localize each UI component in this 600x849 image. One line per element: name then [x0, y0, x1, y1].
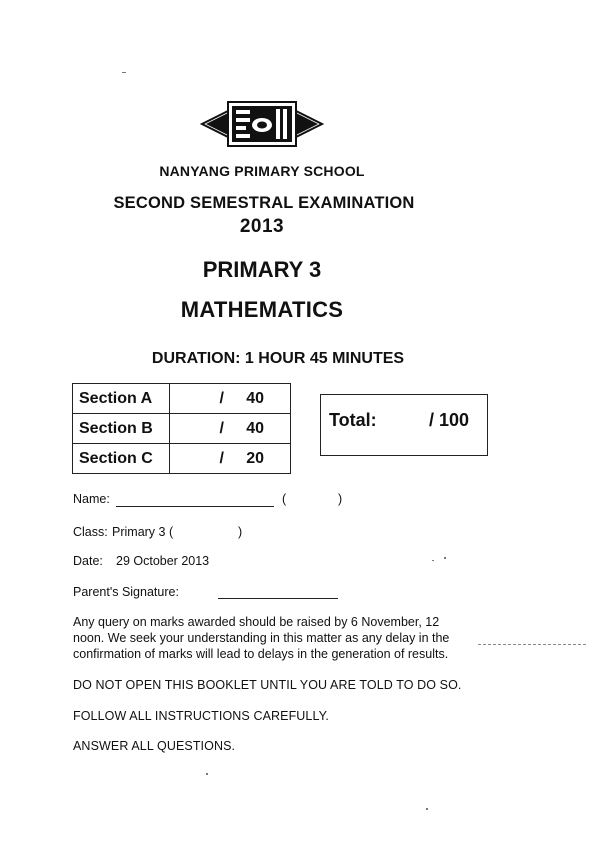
total-value: / 100: [429, 410, 470, 430]
instruction-answer-all: ANSWER ALL QUESTIONS.: [73, 739, 236, 753]
section-mark: [170, 414, 291, 444]
school-logo-icon: [200, 98, 324, 150]
exam-year: 2013: [239, 216, 285, 237]
notice-line: noon. We seek your understanding in this matter as any delay in the: [73, 631, 450, 645]
total-label: Total:: [329, 410, 377, 430]
section-row: [73, 444, 291, 474]
notice-line: confirmation of marks will lead to delays in the generation of results.: [73, 647, 449, 661]
date-label: Date:: [73, 554, 103, 568]
instruction-do-not-open: DO NOT OPEN THIS BOOKLET UNTIL YOU ARE TOLD TO DO SO.: [73, 678, 462, 692]
exam-title: SECOND SEMESTRAL EXAMINATION: [113, 194, 415, 212]
section-marks-table: [72, 383, 291, 474]
scan-speck: [206, 773, 208, 775]
mark-slash: /: [219, 449, 224, 467]
school-name: NANYANG PRIMARY SCHOOL: [159, 163, 365, 179]
section-name: Section A: [73, 384, 170, 414]
name-input-line[interactable]: [116, 506, 274, 507]
signature-input-line[interactable]: [218, 598, 338, 599]
name-paren-close: ): [338, 492, 343, 506]
section-name: Section C: [73, 444, 170, 474]
section-mark: [170, 384, 291, 414]
signature-label: Parent's Signature:: [73, 585, 179, 599]
section-mark: [170, 444, 291, 474]
section-row: [73, 384, 291, 414]
instruction-follow-carefully: FOLLOW ALL INSTRUCTIONS CAREFULLY.: [73, 709, 330, 723]
exam-subject: MATHEMATICS: [180, 297, 344, 322]
name-label: Name:: [73, 492, 110, 506]
scan-speck: [426, 808, 428, 810]
section-max-mark: 40: [246, 389, 264, 407]
scan-artifact-line: [478, 644, 586, 645]
date-value: 29 October 2013: [116, 554, 210, 568]
class-paren-close: ): [238, 525, 243, 539]
total-marks-box: [320, 394, 488, 456]
scan-speck: [432, 560, 434, 561]
class-label: Class:: [73, 525, 108, 539]
exam-duration: DURATION: 1 HOUR 45 MINUTES: [151, 350, 405, 367]
section-name: Section B: [73, 414, 170, 444]
marks-query-notice: [73, 614, 493, 662]
mark-slash: /: [219, 389, 224, 407]
class-value: Primary 3 (: [112, 525, 174, 539]
name-paren-open: (: [282, 492, 287, 506]
section-max-mark: 40: [246, 419, 264, 437]
section-row: [73, 414, 291, 444]
notice-line: Any query on marks awarded should be raised by 6 November, 12: [73, 615, 440, 629]
scan-speck: [444, 557, 446, 559]
exam-level: PRIMARY 3: [202, 257, 322, 282]
mark-slash: /: [219, 419, 224, 437]
scan-speck: [122, 72, 126, 73]
section-max-mark: 20: [246, 449, 264, 467]
